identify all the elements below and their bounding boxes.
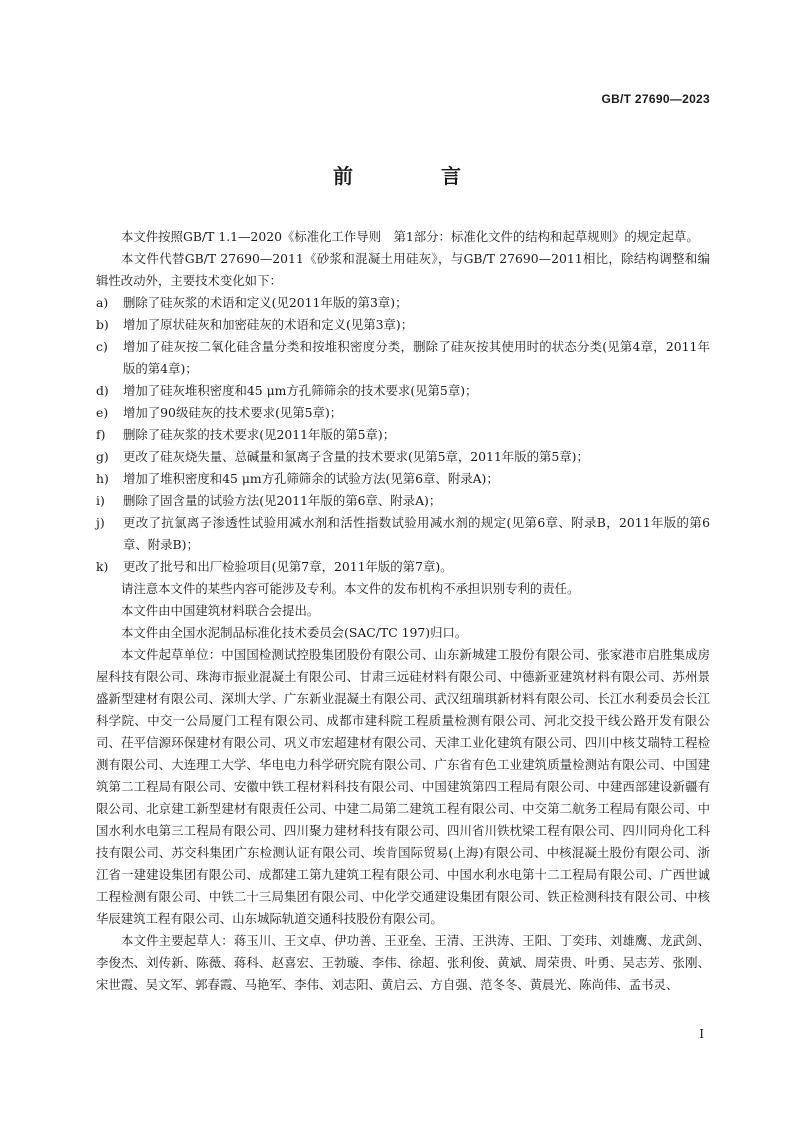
- list-item-text: 删除了固含量的试验方法(见2011年版的第6章、附录A)；: [123, 493, 442, 508]
- changes-list: [96, 292, 710, 578]
- foreword-body: [96, 226, 710, 996]
- list-item: [96, 512, 710, 556]
- list-item-text: 增加了堆积密度和45 μm方孔筛筛余的试验方法(见第6章、附录A)；: [123, 471, 499, 486]
- intro-paragraph: 本文件按照GB/T 1.1—2020《标准化工作导则 第1部分：标准化文件的结构和起草规则》的规定起草。: [121, 229, 699, 244]
- list-marker: d): [96, 383, 109, 398]
- list-marker: j): [96, 515, 105, 530]
- list-item-text: 删除了硅灰浆的术语和定义(见2011年版的第3章)；: [123, 295, 408, 310]
- list-item: [96, 424, 710, 446]
- list-item: [96, 490, 710, 512]
- patent-notice: 请注意本文件的某些内容可能涉及专利。本文件的发布机构不承担识别专利的责任。: [121, 581, 580, 596]
- list-item-text: 更改了批号和出厂检验项目(见第7章，2011年版的第7章)。: [123, 559, 453, 574]
- list-item-text: 增加了原状硅灰和加密硅灰的术语和定义(见第3章)；: [123, 317, 414, 332]
- list-marker: e): [96, 405, 109, 420]
- standard-code: GB/T 27690—2023: [601, 92, 710, 106]
- list-marker: a): [96, 295, 109, 310]
- list-marker: f): [96, 427, 106, 442]
- list-item-text: 删除了硅灰浆的技术要求(见2011年版的第5章)；: [123, 427, 396, 442]
- list-marker: i): [96, 493, 105, 508]
- list-item: [96, 446, 710, 468]
- list-item-text: 增加了硅灰堆积密度和45 μm方孔筛筛余的技术要求(见第5章)；: [123, 383, 478, 398]
- list-item: [96, 314, 710, 336]
- list-item: [96, 380, 710, 402]
- list-item: [96, 292, 710, 314]
- drafting-units: 本文件起草单位：中国国检测试控股集团股份有限公司、山东新城建工股份有限公司、张家港市启胜集成房屋科技有限公司、珠海市振业混凝土有限公司、甘肃三远硅材料有限公司、中德新亚建筑材料有限公司、苏州景盛新型建材有限公司、深圳大学、广东新业混凝土有限公司、武汉纽瑞琪新材料有限公司、长江水利委员会长江科学院、中交一公局厦门工程有限公司、成都市建科院工程质量检测有限公司、河北交投干线公路开发有限公司、茌平信源环保建材有限公司、巩义市宏超建材有限公司、天津工业化建筑有限公司、四川中核艾瑞特工程检测有限公司、大连理工大学、华电电力科学研究院有限公司、广东省有色工业建筑质量检测站有限公司、中国建筑第二工程局有限公司、安徽中铁工程材料科技有限公司、中国建筑第四工程局有限公司、中建西部建设新疆有限公司、北京建工新型建材有限责任公司、中建二局第二建筑工程有限公司、中交第二航务工程局有限公司、中国水利水电第三工程局有限公司、四川聚力建材科技有限公司、四川省川铁枕梁工程有限公司、四川同舟化工科技有限公司、苏交科集团广东检测认证有限公司、埃肯国际贸易(上海)有限公司、中核混凝土股份有限公司、浙江省一建建设集团有限公司、成都建工第九建筑工程有限公司、中国水利水电第十二工程局有限公司、广西世诚工程检测有限公司、中铁二十三局集团有限公司、中化学交通建设集团有限公司、铁正检测科技有限公司、中核华辰建筑工程有限公司、山东城际轨道交通科技股份有限公司。: [96, 647, 710, 926]
- list-marker: g): [96, 449, 109, 464]
- list-item: [96, 402, 710, 424]
- page-title: 前 言: [333, 164, 495, 188]
- list-item-text: 增加了90级硅灰的技术要求(见第5章)；: [123, 405, 343, 420]
- list-item-text: 增加了硅灰按二氧化硅含量分类和按堆积密度分类，删除了硅灰按其使用时的状态分类(见第4章，2011年版的第4章)；: [123, 339, 710, 376]
- list-marker: b): [96, 317, 109, 332]
- list-marker: c): [96, 339, 108, 354]
- list-item: [96, 556, 710, 578]
- proposer-statement: 本文件由中国建筑材料联合会提出。: [121, 603, 320, 618]
- intro-paragraph: 本文件代替GB/T 27690—2011《砂浆和混凝土用硅灰》，与GB/T 27690—2011相比，除结构调整和编辑性改动外，主要技术变化如下：: [96, 251, 710, 288]
- page-number: I: [699, 1027, 704, 1041]
- main-drafters: 本文件主要起草人：蒋玉川、王文卓、伊功善、王亚垒、王清、王洪涛、王阳、丁奕玮、刘雄鹰、龙武剑、李俊杰、刘传新、陈薇、蒋科、赵喜宏、王勃璇、李伟、徐超、张利俊、黄斌、周荣贵、叶勇、吴志芳、张刚、宋世霞、吴文军、郭春霞、马艳军、李伟、刘志阳、黄启云、方自强、范冬冬、黄晨光、陈尚伟、孟书灵、: [96, 933, 710, 992]
- committee-statement: 本文件由全国水泥制品标准化技术委员会(SAC/TC 197)归口。: [121, 625, 468, 640]
- list-item: [96, 336, 710, 380]
- list-item-text: 更改了抗氯离子渗透性试验用减水剂和活性指数试验用减水剂的规定(见第6章、附录B，2011年版的第6章、附录B)；: [123, 515, 710, 552]
- list-marker: h): [96, 471, 109, 486]
- list-marker: k): [96, 559, 109, 574]
- list-item-text: 更改了硅灰烧失量、总碱量和氯离子含量的技术要求(见第5章，2011年版的第5章)；: [123, 449, 589, 464]
- list-item: [96, 468, 710, 490]
